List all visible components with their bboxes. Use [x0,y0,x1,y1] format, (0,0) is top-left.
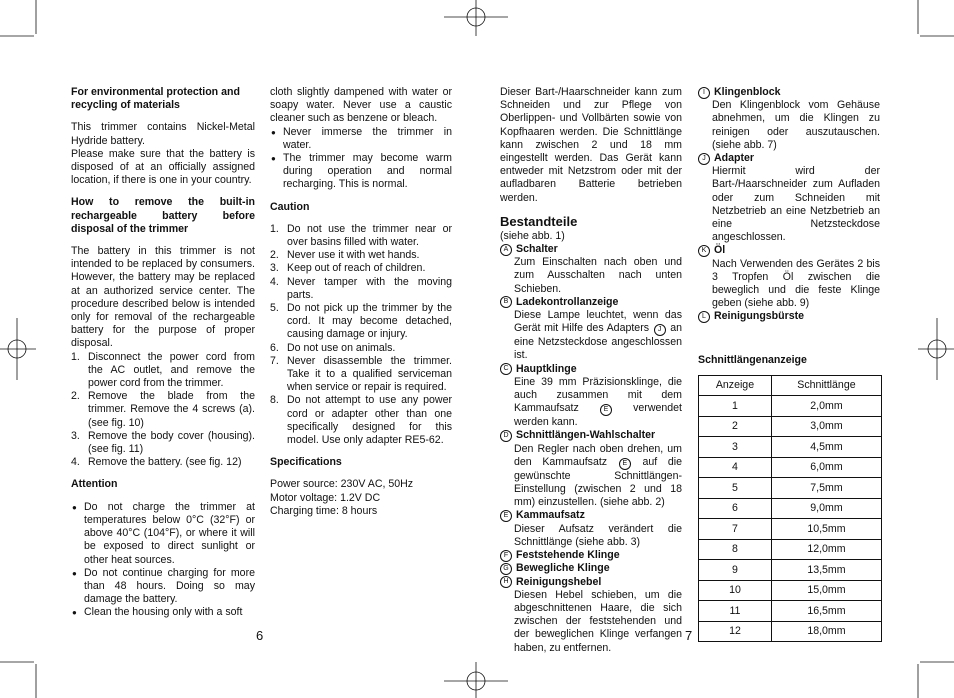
table-row [699,457,882,478]
env-text: This trimmer contains Nickel-Metal Hydride battery. Please make sure that the battery is disposed of at an officially assigned location, if there is one in your country. [71,121,255,187]
table-row [699,478,882,499]
list-item: 8. Do not attempt to use any power cord or adapter other than one specifically designed for this model. Use only adapter RE5-62. [270,394,452,447]
list-item: ● Do not charge the trimmer at temperatures below 0°C (32°F) or above 40°C (104°F), or where it will be exposed to direct sunlight or other heat sources. [71,501,255,567]
table-cell-length: 16,5mm [771,601,881,622]
list-item: ● Clean the housing only with a soft [71,606,255,619]
part-f: F Feststehende Klinge [500,549,682,562]
table-cell-indicator: 3 [699,437,772,458]
part-k: K Öl Nach Verwenden des Gerätes 2 bis 3 Tropfen Öl zwischen die beweglich und die feste Klinge geben (siehe abb. 9) [698,244,880,310]
letter-badge: I [698,87,710,99]
table-row [699,539,882,560]
table-row [699,396,882,417]
part-c: C Hauptklinge Eine 39 mm Präzisionsklinge, die auch zusammen mit dem Kammaufsatz E verwendet werden kann. [500,363,682,430]
table-cell-indicator: 7 [699,519,772,540]
attention-list-continued [270,126,452,192]
left-column-2 [270,86,452,518]
part-a: A Schalter Zum Einschalten nach oben und zum Ausschalten nach unten Schieben. [500,243,682,296]
letter-badge: B [500,296,512,308]
list-item: 2. Never use it with wet hands. [270,249,420,262]
part-h: H Reinigungshebel Diesen Hebel schieben, um die abgeschnittenen Haare, die sich zwischen der feststehenden und der beweglichen Klinge verfangen haben, zu entfernen. [500,576,682,655]
page-number-right: 7 [685,628,693,643]
remove-heading: How to remove the built-in rechargeable battery before disposal of the trimmer [71,196,255,235]
specifications-heading: Specifications [270,456,342,469]
table-cell-indicator: 1 [699,396,772,417]
attention-item-continued: cloth slightly dampened with water or soapy water. Never use a caustic cleaner such as benzene or bleach. [270,86,452,125]
list-item: 3. Remove the body cover (housing). (see fig. 11) [71,429,255,456]
table-cell-length: 13,5mm [771,560,881,581]
list-item: 1. Do not use the trimmer near or over basins filled with water. [270,222,452,249]
left-column-1 [71,86,255,620]
right-column-1 [500,86,682,655]
table-heading: Schnittlängenanzeige [698,353,807,366]
table-cell-length: 3,0mm [771,416,881,437]
table-header-row [699,375,882,396]
list-item: 4. Never tamper with the moving parts. [270,275,452,301]
list-item: ● Never immerse the trimmer in water. [270,126,452,152]
table-cell-indicator: 2 [699,416,772,437]
table-cell-length: 10,5mm [771,519,881,540]
table-row [699,621,882,642]
spec-line: Charging time: 8 hours [270,504,378,517]
table-cell-indicator: 11 [699,601,772,622]
spec-line: Power source: 230V AC, 50Hz [270,478,414,491]
table-cell-length: 12,0mm [771,539,881,560]
table-body [699,396,882,642]
letter-badge: E [500,510,512,522]
table-cell-length: 4,5mm [771,437,881,458]
list-item: 4. Remove the battery. (see fig. 12) [71,456,242,469]
table-row [699,601,882,622]
letter-badge: J [654,324,666,336]
table-cell-indicator: 9 [699,560,772,581]
letter-badge: L [698,311,710,323]
attention-heading: Attention [71,478,118,491]
letter-badge: G [500,563,512,575]
list-item: 5. Do not pick up the trimmer by the cord. It may become detached, causing damage or injury. [270,302,452,341]
cut-length-table [698,375,882,643]
letter-badge: E [600,404,612,416]
list-item: 2. Remove the blade from the trimmer. Remove the 4 screws (a). (see fig. 10) [71,390,255,429]
part-j: J Adapter Hiermit wird der Bart-/Haarschneider zum Aufladen oder zum Schneiden mit Netzbetrieb an eine Netzbetrieb an eine Netzsteckdose angeschlossen. [698,152,880,244]
caution-steps [270,223,452,447]
list-item: 7. Never disassemble the trimmer. Take it to a qualified serviceman when service or repair is required. [270,354,452,394]
table-cell-indicator: 5 [699,478,772,499]
letter-badge: K [698,245,710,257]
table-cell-length: 6,0mm [771,457,881,478]
list-item: 3. Keep out of reach of children. [270,262,426,275]
spec-line: Motor voltage: 1.2V DC [270,491,381,504]
table-row [699,519,882,540]
letter-badge: C [500,363,512,375]
part-d: D Schnittlängen-Wahlschalter Den Regler nach oben drehen, um den Kammaufsatz E auf die gewünschte Schnittlängen-Einstellung (zwischen 2 und 18 mm) einzustellen. (siehe abb. 2) [500,429,682,509]
letter-badge: D [500,430,512,442]
part-i: I Klingenblock Den Klingenblock vom Gehäuse abnehmen, um die Klingen zu reinigen oder auszutauschen. (siehe abb. 7) [698,86,880,152]
letter-badge: F [500,550,512,562]
table-cell-indicator: 6 [699,498,772,519]
letter-badge: H [500,576,512,588]
table-cell-indicator: 10 [699,580,772,601]
intro-text: Dieser Bart-/Haarschneider kann zum Schneiden und zur Pflege von Oberlippen- und Vollbärten sowie von Kopfhaaren werden. Die Schnittlänge kann zwischen 2 und 18 mm eingestellt werden. Das Gerät kann entweder mit Netzstrom oder mit der aufladbaren Batterie betrieben werden. [500,86,682,204]
part-l: L Reinigungsbürste [698,310,880,323]
table-row [699,580,882,601]
table-cell-indicator: 12 [699,621,772,642]
table-row [699,437,882,458]
attention-list [71,501,255,620]
part-e: E Kammaufsatz Dieser Aufsatz verändert die Schnittlänge (siehe abb. 3) [500,509,682,549]
table-row [699,498,882,519]
table-cell-length: 9,0mm [771,498,881,519]
table-cell-indicator: 8 [699,539,772,560]
table-header: Anzeige [699,375,772,396]
part-g: G Bewegliche Klinge [500,562,682,575]
page-number-left: 6 [256,628,264,643]
remove-steps [71,351,255,470]
parts-ref: (siehe abb. 1) [500,229,565,242]
list-item: 6. Do not use on animals. [270,341,396,354]
letter-badge: J [698,153,710,165]
table-cell-indicator: 4 [699,457,772,478]
table-cell-length: 18,0mm [771,621,881,642]
table-cell-length: 7,5mm [771,478,881,499]
part-b: B Ladekontrollanzeige Diese Lampe leuchtet, wenn das Gerät mit Hilfe des Adapters J an eine Netzsteckdose angeschlossen ist. [500,296,682,363]
table-row [699,560,882,581]
table-header: Schnittlänge [771,375,881,396]
right-column-2 [698,86,880,642]
caution-heading: Caution [270,200,310,213]
table-row [699,416,882,437]
parts-heading: Bestandteile [500,213,578,229]
list-item: ● Do not continue charging for more than 48 hours. Doing so may damage the battery. [71,567,255,607]
letter-badge: A [500,244,512,256]
letter-badge: E [619,458,631,470]
env-heading: For environmental protection and recycling of materials [71,86,240,112]
table-cell-length: 2,0mm [771,396,881,417]
list-item: ● The trimmer may become warm during operation and normal recharging. This is normal. [270,152,452,192]
list-item: 1. Disconnect the power cord from the AC outlet, and remove the power cord from the trimmer. [71,350,255,390]
remove-text: The battery in this trimmer is not intended to be replaced by consumers. However, the battery may be replaced at an authorized service center. The procedure described below is intended only for removal of the rechargeable battery for the purpose of proper disposal. [71,245,255,350]
table-cell-length: 15,0mm [771,580,881,601]
